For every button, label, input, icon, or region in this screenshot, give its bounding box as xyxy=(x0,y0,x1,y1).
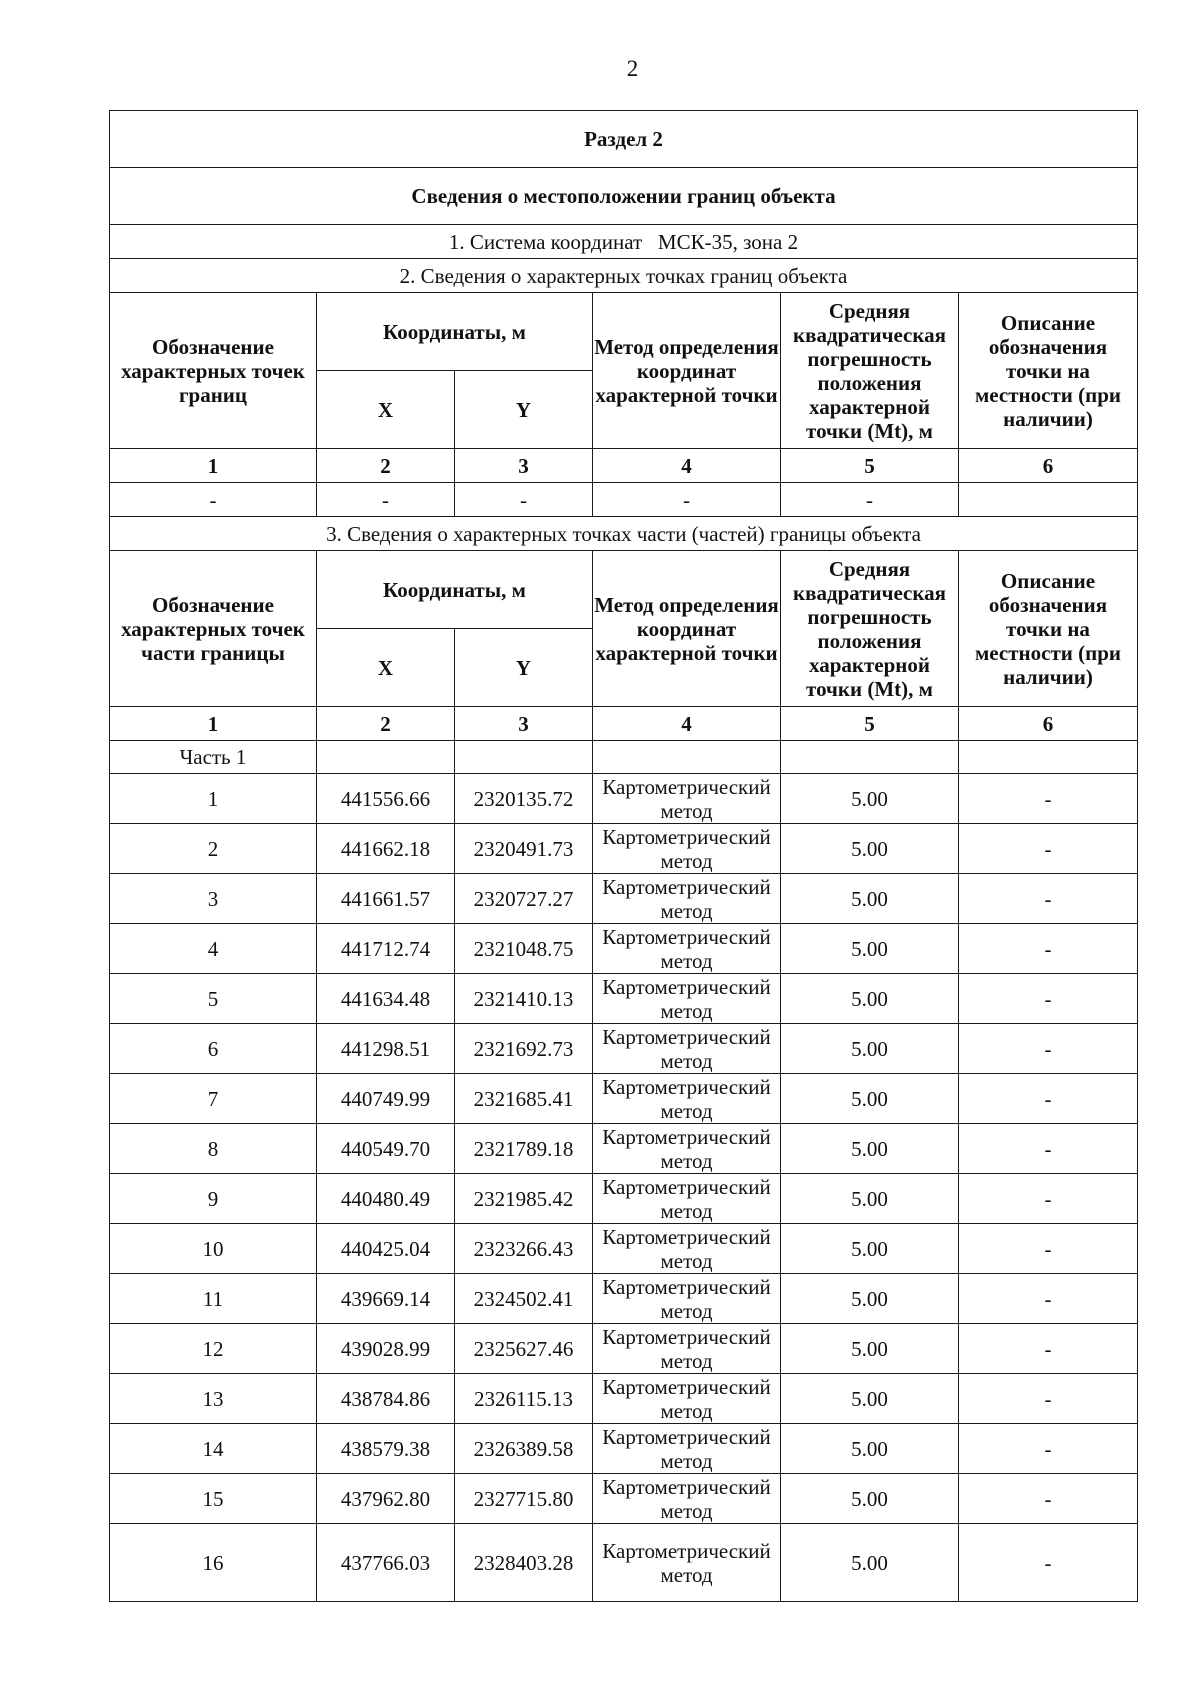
column-number: 3 xyxy=(455,449,593,483)
description: - xyxy=(959,1224,1138,1274)
coord-y: 2320727.27 xyxy=(455,874,593,924)
mt-value: 5.00 xyxy=(781,1074,959,1124)
part-label: Часть 1 xyxy=(110,741,317,774)
point-number: 1 xyxy=(110,774,317,824)
coord-y: 2323266.43 xyxy=(455,1224,593,1274)
coord-y: 2325627.46 xyxy=(455,1324,593,1374)
coord-system-row xyxy=(110,225,1138,259)
block3-header-designation: Обозначение характерных точек части границы xyxy=(110,551,317,707)
block3-header-method: Метод определения координат характерной точки xyxy=(593,551,781,707)
method: Картометрический метод xyxy=(593,1424,781,1474)
coord-x: 440549.70 xyxy=(317,1124,455,1174)
point-number: 4 xyxy=(110,924,317,974)
description: - xyxy=(959,1074,1138,1124)
coord-y: 2321789.18 xyxy=(455,1124,593,1174)
dash-cell: - xyxy=(317,483,455,517)
block2-header-error: Средняя квадратическая погрешность положения характерной точки (Mt), м xyxy=(781,293,959,449)
part-row xyxy=(110,741,1138,774)
method: Картометрический метод xyxy=(593,774,781,824)
block2-header-description: Описание обозначения точки на местности (при наличии) xyxy=(959,293,1138,449)
description: - xyxy=(959,1174,1138,1224)
method: Картометрический метод xyxy=(593,1024,781,1074)
column-number: 2 xyxy=(317,707,455,741)
block3-header-x: X xyxy=(317,629,455,707)
coord-y: 2326115.13 xyxy=(455,1374,593,1424)
table-row xyxy=(110,824,1138,874)
mt-value: 5.00 xyxy=(781,1374,959,1424)
coord-y: 2326389.58 xyxy=(455,1424,593,1474)
coord-y: 2328403.28 xyxy=(455,1524,593,1602)
dash-cell xyxy=(959,483,1138,517)
block3-header-y: Y xyxy=(455,629,593,707)
block2-title: 2. Сведения о характерных точках границ объекта xyxy=(110,259,1138,293)
mt-value: 5.00 xyxy=(781,1124,959,1174)
coord-y: 2321048.75 xyxy=(455,924,593,974)
column-number: 4 xyxy=(593,449,781,483)
mt-value: 5.00 xyxy=(781,1274,959,1324)
coord-x: 441556.66 xyxy=(317,774,455,824)
column-number: 1 xyxy=(110,707,317,741)
coord-x: 441662.18 xyxy=(317,824,455,874)
coord-x: 440480.49 xyxy=(317,1174,455,1224)
dash-cell: - xyxy=(110,483,317,517)
point-number: 16 xyxy=(110,1524,317,1602)
method: Картометрический метод xyxy=(593,1074,781,1124)
point-number: 3 xyxy=(110,874,317,924)
column-number: 6 xyxy=(959,449,1138,483)
table-row xyxy=(110,924,1138,974)
table-row xyxy=(110,1324,1138,1374)
table-row xyxy=(110,1524,1138,1602)
block3-header-description: Описание обозначения точки на местности (при наличии) xyxy=(959,551,1138,707)
description: - xyxy=(959,1024,1138,1074)
column-number: 6 xyxy=(959,707,1138,741)
method: Картометрический метод xyxy=(593,1274,781,1324)
method: Картометрический метод xyxy=(593,1174,781,1224)
block2-empty-row xyxy=(110,483,1138,517)
column-number: 5 xyxy=(781,707,959,741)
section-title: Сведения о местоположении границ объекта xyxy=(110,168,1138,225)
coord-x: 441634.48 xyxy=(317,974,455,1024)
coord-x: 441661.57 xyxy=(317,874,455,924)
dash-cell: - xyxy=(593,483,781,517)
description: - xyxy=(959,974,1138,1024)
block2-header-designation: Обозначение характерных точек границ xyxy=(110,293,317,449)
table-row xyxy=(110,874,1138,924)
table-row xyxy=(110,1124,1138,1174)
point-number: 10 xyxy=(110,1224,317,1274)
description: - xyxy=(959,1374,1138,1424)
block2-header-x: X xyxy=(317,371,455,449)
table-row xyxy=(110,1024,1138,1074)
coord-x: 439669.14 xyxy=(317,1274,455,1324)
boundary-table xyxy=(109,110,1138,1602)
coord-y: 2321410.13 xyxy=(455,974,593,1024)
method: Картометрический метод xyxy=(593,924,781,974)
coord-y: 2320135.72 xyxy=(455,774,593,824)
point-number: 8 xyxy=(110,1124,317,1174)
column-number: 2 xyxy=(317,449,455,483)
point-number: 13 xyxy=(110,1374,317,1424)
method: Картометрический метод xyxy=(593,1474,781,1524)
description: - xyxy=(959,874,1138,924)
table-row xyxy=(110,1424,1138,1474)
description: - xyxy=(959,1324,1138,1374)
description: - xyxy=(959,774,1138,824)
coord-system-value: МСК-35, зона 2 xyxy=(657,229,799,254)
mt-value: 5.00 xyxy=(781,1474,959,1524)
coord-x: 438579.38 xyxy=(317,1424,455,1474)
mt-value: 5.00 xyxy=(781,1424,959,1474)
coord-x: 437962.80 xyxy=(317,1474,455,1524)
column-number: 5 xyxy=(781,449,959,483)
coord-y: 2321692.73 xyxy=(455,1024,593,1074)
point-number: 14 xyxy=(110,1424,317,1474)
coord-x: 440425.04 xyxy=(317,1224,455,1274)
block3-column-numbers xyxy=(110,707,1138,741)
description: - xyxy=(959,1274,1138,1324)
block3-header-error: Средняя квадратическая погрешность положения характерной точки (Mt), м xyxy=(781,551,959,707)
mt-value: 5.00 xyxy=(781,1524,959,1602)
coord-y: 2321685.41 xyxy=(455,1074,593,1124)
point-number: 7 xyxy=(110,1074,317,1124)
block2-header-coords: Координаты, м xyxy=(317,293,593,371)
block2-column-numbers xyxy=(110,449,1138,483)
mt-value: 5.00 xyxy=(781,924,959,974)
mt-value: 5.00 xyxy=(781,1174,959,1224)
table-row xyxy=(110,1074,1138,1124)
method: Картометрический метод xyxy=(593,1124,781,1174)
coord-x: 438784.86 xyxy=(317,1374,455,1424)
mt-value: 5.00 xyxy=(781,774,959,824)
page-number: 2 xyxy=(626,56,639,81)
method: Картометрический метод xyxy=(593,974,781,1024)
coord-x: 441712.74 xyxy=(317,924,455,974)
coord-y: 2327715.80 xyxy=(455,1474,593,1524)
coord-x: 439028.99 xyxy=(317,1324,455,1374)
mt-value: 5.00 xyxy=(781,1024,959,1074)
column-number: 3 xyxy=(455,707,593,741)
table-row xyxy=(110,1474,1138,1524)
method: Картометрический метод xyxy=(593,874,781,924)
coord-y: 2320491.73 xyxy=(455,824,593,874)
description: - xyxy=(959,1524,1138,1602)
section-heading: Раздел 2 xyxy=(110,111,1138,168)
point-number: 9 xyxy=(110,1174,317,1224)
block3-title: 3. Сведения о характерных точках части (частей) границы объекта xyxy=(110,517,1138,551)
point-number: 15 xyxy=(110,1474,317,1524)
description: - xyxy=(959,1424,1138,1474)
coord-y: 2324502.41 xyxy=(455,1274,593,1324)
coord-x: 437766.03 xyxy=(317,1524,455,1602)
point-number: 5 xyxy=(110,974,317,1024)
mt-value: 5.00 xyxy=(781,1324,959,1374)
mt-value: 5.00 xyxy=(781,824,959,874)
table-row xyxy=(110,1274,1138,1324)
method: Картометрический метод xyxy=(593,1324,781,1374)
table-row xyxy=(110,1374,1138,1424)
description: - xyxy=(959,1124,1138,1174)
table-row xyxy=(110,974,1138,1024)
block3-header-coords: Координаты, м xyxy=(317,551,593,629)
mt-value: 5.00 xyxy=(781,974,959,1024)
table-row xyxy=(110,1174,1138,1224)
point-number: 6 xyxy=(110,1024,317,1074)
description: - xyxy=(959,924,1138,974)
dash-cell: - xyxy=(455,483,593,517)
coord-system-label: 1. Система координат xyxy=(448,229,643,254)
coord-x: 440749.99 xyxy=(317,1074,455,1124)
description: - xyxy=(959,824,1138,874)
column-number: 1 xyxy=(110,449,317,483)
coord-x: 441298.51 xyxy=(317,1024,455,1074)
method: Картометрический метод xyxy=(593,824,781,874)
description: - xyxy=(959,1474,1138,1524)
column-number: 4 xyxy=(593,707,781,741)
block2-header-y: Y xyxy=(455,371,593,449)
table-row xyxy=(110,774,1138,824)
point-number: 11 xyxy=(110,1274,317,1324)
mt-value: 5.00 xyxy=(781,1224,959,1274)
point-number: 2 xyxy=(110,824,317,874)
table-row xyxy=(110,1224,1138,1274)
method: Картометрический метод xyxy=(593,1524,781,1602)
point-number: 12 xyxy=(110,1324,317,1374)
mt-value: 5.00 xyxy=(781,874,959,924)
dash-cell: - xyxy=(781,483,959,517)
block2-header-method: Метод определения координат характерной точки xyxy=(593,293,781,449)
method: Картометрический метод xyxy=(593,1374,781,1424)
method: Картометрический метод xyxy=(593,1224,781,1274)
coord-y: 2321985.42 xyxy=(455,1174,593,1224)
